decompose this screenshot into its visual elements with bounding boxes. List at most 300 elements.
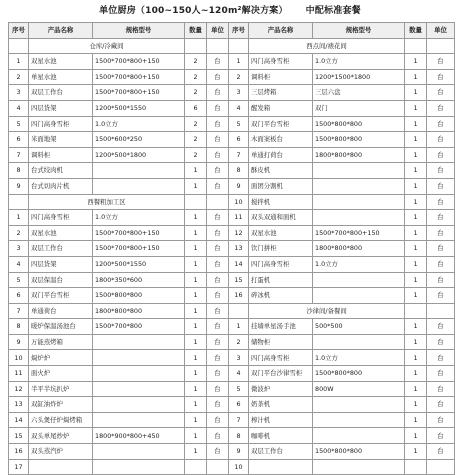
unit-cell: 台 bbox=[207, 288, 229, 304]
spec-cell: 1500*700*800+150 bbox=[313, 225, 405, 241]
product-name-cell: 咖啡机 bbox=[249, 428, 313, 444]
quantity-cell: 1 bbox=[405, 54, 427, 70]
unit-cell: 台 bbox=[427, 288, 455, 304]
unit-cell: 台 bbox=[207, 397, 229, 413]
product-name-cell: 双层保温台 bbox=[29, 272, 93, 288]
quantity-cell bbox=[405, 38, 427, 54]
spec-cell: 1.0立方 bbox=[313, 54, 405, 70]
spec-cell bbox=[313, 459, 405, 475]
product-name-cell: 双门平台雪柜 bbox=[249, 116, 313, 132]
row-number-cell: 8 bbox=[9, 319, 29, 335]
table-row bbox=[9, 147, 455, 163]
unit-cell bbox=[427, 303, 455, 319]
table-row bbox=[9, 459, 455, 475]
row-number-cell: 15 bbox=[9, 428, 29, 444]
row-number-cell: 2 bbox=[229, 334, 249, 350]
unit-cell: 台 bbox=[427, 319, 455, 335]
quantity-cell: 1 bbox=[405, 428, 427, 444]
quantity-cell: 1 bbox=[405, 225, 427, 241]
header-cell: 产品名称 bbox=[249, 23, 313, 39]
unit-cell: 台 bbox=[427, 366, 455, 382]
spec-cell bbox=[93, 412, 185, 428]
spec-cell: 1200*1500*1800 bbox=[313, 69, 405, 85]
unit-cell: 台 bbox=[427, 241, 455, 257]
quantity-cell: 1 bbox=[185, 303, 207, 319]
quantity-cell: 1 bbox=[185, 288, 207, 304]
quantity-cell: 1 bbox=[185, 334, 207, 350]
unit-cell: 台 bbox=[427, 54, 455, 70]
spec-cell: 1500*700*800 bbox=[93, 319, 185, 335]
unit-cell: 台 bbox=[207, 147, 229, 163]
quantity-cell: 1 bbox=[185, 241, 207, 257]
spec-cell: 1.0立方 bbox=[313, 256, 405, 272]
unit-cell: 台 bbox=[207, 225, 229, 241]
header-cell: 规格型号 bbox=[313, 23, 405, 39]
product-name-cell: 双层工作台 bbox=[249, 444, 313, 460]
row-number-cell: 17 bbox=[9, 459, 29, 475]
row-number-cell: 6 bbox=[229, 397, 249, 413]
table-row bbox=[9, 100, 455, 116]
quantity-cell bbox=[185, 38, 207, 54]
table-row bbox=[9, 178, 455, 194]
spec-cell bbox=[313, 428, 405, 444]
table-row bbox=[9, 397, 455, 413]
quantity-cell: 1 bbox=[405, 132, 427, 148]
quantity-cell: 1 bbox=[185, 350, 207, 366]
quantity-cell: 1 bbox=[405, 194, 427, 210]
spec-cell: 1.0立方 bbox=[93, 210, 185, 226]
spec-cell bbox=[93, 163, 185, 179]
spec-cell: 1800*800*800 bbox=[313, 241, 405, 257]
product-name-cell: 面火炉 bbox=[29, 366, 93, 382]
quantity-cell: 1 bbox=[405, 334, 427, 350]
product-name-cell: 打蛋机 bbox=[249, 272, 313, 288]
row-number-cell: 11 bbox=[229, 210, 249, 226]
quantity-cell: 1 bbox=[405, 210, 427, 226]
row-number-cell: 2 bbox=[9, 225, 29, 241]
row-number-cell: 7 bbox=[229, 412, 249, 428]
row-number-cell: 5 bbox=[9, 116, 29, 132]
row-number-cell: 11 bbox=[9, 366, 29, 382]
spec-cell bbox=[93, 178, 185, 194]
quantity-cell: 1 bbox=[405, 272, 427, 288]
table-row bbox=[9, 303, 455, 319]
row-number-cell: 15 bbox=[229, 272, 249, 288]
product-name-cell: 台式切肉片机 bbox=[29, 178, 93, 194]
quantity-cell: 1 bbox=[185, 225, 207, 241]
spec-cell: 1800*900*800+450 bbox=[93, 428, 185, 444]
unit-cell: 台 bbox=[427, 397, 455, 413]
unit-cell: 台 bbox=[427, 210, 455, 226]
row-number-cell: 13 bbox=[229, 241, 249, 257]
product-name-cell: 四门高身雪柜 bbox=[29, 116, 93, 132]
row-number-cell: 12 bbox=[9, 381, 29, 397]
unit-cell: 台 bbox=[207, 69, 229, 85]
product-name-cell: 单星水池 bbox=[29, 69, 93, 85]
row-number-cell: 6 bbox=[9, 288, 29, 304]
product-name-cell: 暖炉保温汤池台 bbox=[29, 319, 93, 335]
row-number-cell: 4 bbox=[229, 366, 249, 382]
unit-cell: 台 bbox=[207, 178, 229, 194]
product-name-cell: 焗炉炉 bbox=[29, 350, 93, 366]
unit-cell: 台 bbox=[427, 178, 455, 194]
spec-cell: 1500*600*250 bbox=[93, 132, 185, 148]
quantity-cell bbox=[185, 459, 207, 475]
unit-cell: 台 bbox=[427, 147, 455, 163]
unit-cell: 台 bbox=[207, 350, 229, 366]
row-number-cell: 14 bbox=[9, 412, 29, 428]
product-name-cell: 双门平台沙律雪柜 bbox=[249, 366, 313, 382]
row-number-cell: 3 bbox=[9, 241, 29, 257]
row-number-cell: 1 bbox=[9, 54, 29, 70]
row-number-cell: 8 bbox=[229, 163, 249, 179]
spec-cell bbox=[313, 288, 405, 304]
spec-cell: 1800*350*600 bbox=[93, 272, 185, 288]
product-name-cell: 台式绞肉机 bbox=[29, 163, 93, 179]
unit-cell: 台 bbox=[207, 241, 229, 257]
product-name-cell: 单通荷台 bbox=[29, 303, 93, 319]
page-subtitle: 中配标准套餐 bbox=[305, 6, 361, 16]
row-number-cell: 3 bbox=[229, 350, 249, 366]
unit-cell: 台 bbox=[427, 350, 455, 366]
product-name-cell: 双星水池 bbox=[29, 225, 93, 241]
quantity-cell: 1 bbox=[405, 319, 427, 335]
product-name-cell: 奶茶机 bbox=[249, 397, 313, 413]
spec-cell bbox=[313, 178, 405, 194]
product-name-cell: 万能蒸烤箱 bbox=[29, 334, 93, 350]
row-number-cell: 4 bbox=[229, 100, 249, 116]
quantity-cell: 2 bbox=[185, 54, 207, 70]
table-header-row bbox=[9, 23, 455, 39]
table-row bbox=[9, 256, 455, 272]
quantity-cell: 1 bbox=[405, 163, 427, 179]
spec-cell: 1500*700*800+150 bbox=[93, 241, 185, 257]
row-number-cell: 8 bbox=[229, 428, 249, 444]
quantity-cell: 1 bbox=[185, 366, 207, 382]
product-name-cell: 米面地架 bbox=[29, 132, 93, 148]
row-number-cell: 1 bbox=[229, 319, 249, 335]
product-name-cell: 四层货架 bbox=[29, 100, 93, 116]
spec-cell: 1.0立方 bbox=[93, 116, 185, 132]
spec-cell: 1200*500*1550 bbox=[93, 100, 185, 116]
row-number-cell: 10 bbox=[229, 459, 249, 475]
page-title: 单位厨房（100~150人~120m²解决方案） bbox=[99, 6, 288, 16]
product-name-cell: 双星水池 bbox=[249, 225, 313, 241]
unit-cell: 台 bbox=[207, 334, 229, 350]
row-number-cell bbox=[229, 303, 249, 319]
spec-cell bbox=[313, 412, 405, 428]
quantity-cell: 1 bbox=[185, 444, 207, 460]
product-name-cell: 半平半坑扒炉 bbox=[29, 381, 93, 397]
header-cell: 单位 bbox=[427, 23, 455, 39]
spec-cell: 1500*800*800 bbox=[313, 116, 405, 132]
product-name-cell: 单通打荷台 bbox=[249, 147, 313, 163]
header-cell: 序号 bbox=[9, 23, 29, 39]
product-name-cell: 挂墙单星汤手池 bbox=[249, 319, 313, 335]
row-number-cell: 2 bbox=[9, 69, 29, 85]
quantity-cell: 1 bbox=[405, 256, 427, 272]
product-name-cell: 双头双通和面机 bbox=[249, 210, 313, 226]
quantity-cell: 1 bbox=[405, 241, 427, 257]
quantity-cell: 1 bbox=[185, 381, 207, 397]
table-row bbox=[9, 210, 455, 226]
row-number-cell: 12 bbox=[229, 225, 249, 241]
unit-cell: 台 bbox=[207, 444, 229, 460]
product-name-cell: 四门高身雪柜 bbox=[29, 210, 93, 226]
table-row bbox=[9, 69, 455, 85]
table-row bbox=[9, 334, 455, 350]
row-number-cell: 13 bbox=[9, 397, 29, 413]
unit-cell: 台 bbox=[207, 412, 229, 428]
row-number-cell: 9 bbox=[9, 334, 29, 350]
quantity-cell: 1 bbox=[185, 178, 207, 194]
unit-cell: 台 bbox=[207, 272, 229, 288]
product-name-cell: 储物柜 bbox=[249, 334, 313, 350]
product-name-cell bbox=[29, 459, 93, 475]
product-name-cell: 四门高身雪柜 bbox=[249, 350, 313, 366]
table-row bbox=[9, 428, 455, 444]
product-name-cell: 双门平台雪柜 bbox=[29, 288, 93, 304]
table-row bbox=[9, 319, 455, 335]
quantity-cell: 1 bbox=[185, 256, 207, 272]
spec-cell: 1800*800*800 bbox=[313, 147, 405, 163]
spec-cell bbox=[313, 210, 405, 226]
table-title bbox=[0, 0, 460, 22]
product-name-cell: 榨汁机 bbox=[249, 412, 313, 428]
unit-cell bbox=[207, 38, 229, 54]
product-name-cell: 醒发箱 bbox=[249, 100, 313, 116]
product-name-cell: 四门高身雪柜 bbox=[249, 54, 313, 70]
unit-cell: 台 bbox=[207, 256, 229, 272]
product-name-cell: 饮门拼柜 bbox=[249, 241, 313, 257]
table-row bbox=[9, 225, 455, 241]
spec-cell: 1500*800*800 bbox=[313, 366, 405, 382]
table-row bbox=[9, 38, 455, 54]
product-name-cell: 六头煲仔炉焗烤箱 bbox=[29, 412, 93, 428]
unit-cell: 台 bbox=[207, 210, 229, 226]
quantity-cell: 1 bbox=[185, 397, 207, 413]
spec-cell: 1500*700*800+150 bbox=[93, 54, 185, 70]
product-name-cell: 双层工作台 bbox=[29, 85, 93, 101]
section-heading: 西点间/裱花间 bbox=[249, 38, 405, 54]
row-number-cell bbox=[229, 38, 249, 54]
quantity-cell: 1 bbox=[405, 69, 427, 85]
spec-cell bbox=[93, 444, 185, 460]
row-number-cell bbox=[9, 38, 29, 54]
quantity-cell: 1 bbox=[405, 397, 427, 413]
spec-cell bbox=[93, 397, 185, 413]
quantity-cell bbox=[405, 303, 427, 319]
equipment-table bbox=[8, 22, 455, 475]
section-heading: 西餐粗加工区 bbox=[29, 194, 185, 210]
table-row bbox=[9, 412, 455, 428]
product-name-cell: 面团分割机 bbox=[249, 178, 313, 194]
quantity-cell: 1 bbox=[405, 444, 427, 460]
spec-cell: 1500*800*800 bbox=[93, 288, 185, 304]
unit-cell: 台 bbox=[207, 116, 229, 132]
row-number-cell: 5 bbox=[229, 381, 249, 397]
unit-cell bbox=[207, 194, 229, 210]
row-number-cell: 16 bbox=[229, 288, 249, 304]
unit-cell: 台 bbox=[207, 381, 229, 397]
row-number-cell: 10 bbox=[9, 350, 29, 366]
row-number-cell: 5 bbox=[9, 272, 29, 288]
row-number-cell: 3 bbox=[229, 85, 249, 101]
table-row bbox=[9, 116, 455, 132]
row-number-cell: 9 bbox=[229, 178, 249, 194]
section-heading: 仓库/冷藏间 bbox=[29, 38, 185, 54]
unit-cell: 台 bbox=[427, 163, 455, 179]
unit-cell: 台 bbox=[207, 54, 229, 70]
spec-cell: 1.0立方 bbox=[313, 350, 405, 366]
table-row bbox=[9, 85, 455, 101]
spec-cell: 1200*500*1550 bbox=[93, 256, 185, 272]
unit-cell: 台 bbox=[427, 85, 455, 101]
spec-cell: 500*500 bbox=[313, 319, 405, 335]
unit-cell: 台 bbox=[427, 116, 455, 132]
table-row bbox=[9, 444, 455, 460]
table-row bbox=[9, 381, 455, 397]
unit-cell: 台 bbox=[427, 444, 455, 460]
product-name-cell: 三层烤箱 bbox=[249, 85, 313, 101]
row-number-cell: 8 bbox=[9, 163, 29, 179]
spec-cell: 1200*500*1800 bbox=[93, 147, 185, 163]
quantity-cell: 1 bbox=[405, 350, 427, 366]
section-heading: 沙律间/备餐间 bbox=[249, 303, 405, 319]
quantity-cell: 2 bbox=[185, 69, 207, 85]
row-number-cell: 4 bbox=[9, 100, 29, 116]
unit-cell: 台 bbox=[207, 100, 229, 116]
quantity-cell: 1 bbox=[405, 288, 427, 304]
row-number-cell: 2 bbox=[229, 69, 249, 85]
quantity-cell: 6 bbox=[185, 100, 207, 116]
row-number-cell: 14 bbox=[229, 256, 249, 272]
unit-cell: 台 bbox=[207, 85, 229, 101]
quantity-cell: 2 bbox=[185, 147, 207, 163]
product-name-cell: 四层货架 bbox=[29, 256, 93, 272]
unit-cell: 台 bbox=[207, 366, 229, 382]
unit-cell: 台 bbox=[427, 428, 455, 444]
unit-cell: 台 bbox=[427, 272, 455, 288]
unit-cell: 台 bbox=[427, 256, 455, 272]
spec-cell bbox=[93, 366, 185, 382]
row-number-cell: 6 bbox=[229, 132, 249, 148]
quantity-cell: 2 bbox=[185, 116, 207, 132]
row-number-cell: 7 bbox=[9, 147, 29, 163]
spec-cell: 双门 bbox=[313, 100, 405, 116]
quantity-cell bbox=[185, 194, 207, 210]
unit-cell: 台 bbox=[427, 100, 455, 116]
table-row bbox=[9, 272, 455, 288]
row-number-cell: 10 bbox=[229, 194, 249, 210]
quantity-cell: 2 bbox=[185, 132, 207, 148]
quantity-cell: 1 bbox=[405, 366, 427, 382]
product-name-cell: 双缸油炸炉 bbox=[29, 397, 93, 413]
unit-cell: 台 bbox=[207, 428, 229, 444]
table-row bbox=[9, 350, 455, 366]
header-cell: 产品名称 bbox=[29, 23, 93, 39]
row-number-cell: 9 bbox=[229, 444, 249, 460]
product-name-cell: 双头蒸汽炉 bbox=[29, 444, 93, 460]
unit-cell: 台 bbox=[207, 132, 229, 148]
quantity-cell: 1 bbox=[185, 272, 207, 288]
table-row bbox=[9, 132, 455, 148]
unit-cell: 台 bbox=[207, 303, 229, 319]
spec-cell bbox=[93, 381, 185, 397]
row-number-cell: 1 bbox=[229, 54, 249, 70]
spec-cell: 1500*700*800+150 bbox=[93, 225, 185, 241]
header-cell: 数量 bbox=[185, 23, 207, 39]
quantity-cell: 2 bbox=[185, 85, 207, 101]
spec-cell: 1800*800*800 bbox=[93, 303, 185, 319]
spec-cell bbox=[93, 459, 185, 475]
spec-cell bbox=[93, 350, 185, 366]
quantity-cell bbox=[405, 459, 427, 475]
table-row bbox=[9, 163, 455, 179]
quantity-cell: 1 bbox=[185, 163, 207, 179]
spec-cell: 1500*800*800 bbox=[313, 444, 405, 460]
product-name-cell: 木面案板台 bbox=[249, 132, 313, 148]
header-cell: 序号 bbox=[229, 23, 249, 39]
table-row bbox=[9, 288, 455, 304]
row-number-cell: 5 bbox=[229, 116, 249, 132]
unit-cell bbox=[427, 459, 455, 475]
spec-cell bbox=[313, 163, 405, 179]
spec-cell bbox=[313, 272, 405, 288]
unit-cell: 台 bbox=[427, 225, 455, 241]
spec-cell: 三层六盘 bbox=[313, 85, 405, 101]
header-cell: 数量 bbox=[405, 23, 427, 39]
quantity-cell: 1 bbox=[185, 319, 207, 335]
spec-cell bbox=[313, 334, 405, 350]
product-name-cell bbox=[249, 459, 313, 475]
product-name-cell: 碎冰机 bbox=[249, 288, 313, 304]
quantity-cell: 1 bbox=[185, 428, 207, 444]
spec-cell: 800W bbox=[313, 381, 405, 397]
table-row bbox=[9, 241, 455, 257]
table-row bbox=[9, 54, 455, 70]
product-name-cell: 调料柜 bbox=[29, 147, 93, 163]
spec-cell: 1500*800*800 bbox=[313, 132, 405, 148]
unit-cell: 台 bbox=[207, 163, 229, 179]
quantity-cell: 1 bbox=[405, 100, 427, 116]
unit-cell: 台 bbox=[207, 319, 229, 335]
quantity-cell: 1 bbox=[405, 381, 427, 397]
spec-cell: 1500*700*800+150 bbox=[93, 69, 185, 85]
product-name-cell: 微波炉 bbox=[249, 381, 313, 397]
row-number-cell: 3 bbox=[9, 85, 29, 101]
unit-cell bbox=[207, 459, 229, 475]
row-number-cell: 6 bbox=[9, 132, 29, 148]
row-number-cell: 16 bbox=[9, 444, 29, 460]
quantity-cell: 1 bbox=[405, 147, 427, 163]
header-cell: 单位 bbox=[207, 23, 229, 39]
unit-cell: 台 bbox=[427, 69, 455, 85]
spec-cell bbox=[313, 397, 405, 413]
row-number-cell: 7 bbox=[9, 303, 29, 319]
unit-cell bbox=[427, 38, 455, 54]
unit-cell: 台 bbox=[427, 412, 455, 428]
unit-cell: 台 bbox=[427, 132, 455, 148]
unit-cell: 台 bbox=[427, 334, 455, 350]
product-name-cell: 双星水池 bbox=[29, 54, 93, 70]
row-number-cell: 9 bbox=[9, 178, 29, 194]
product-name-cell: 酥皮机 bbox=[249, 163, 313, 179]
unit-cell: 台 bbox=[427, 194, 455, 210]
product-name-cell: 双头单尾炒炉 bbox=[29, 428, 93, 444]
product-name-cell: 搅拌机 bbox=[249, 194, 313, 210]
equipment-table-body bbox=[9, 23, 455, 475]
